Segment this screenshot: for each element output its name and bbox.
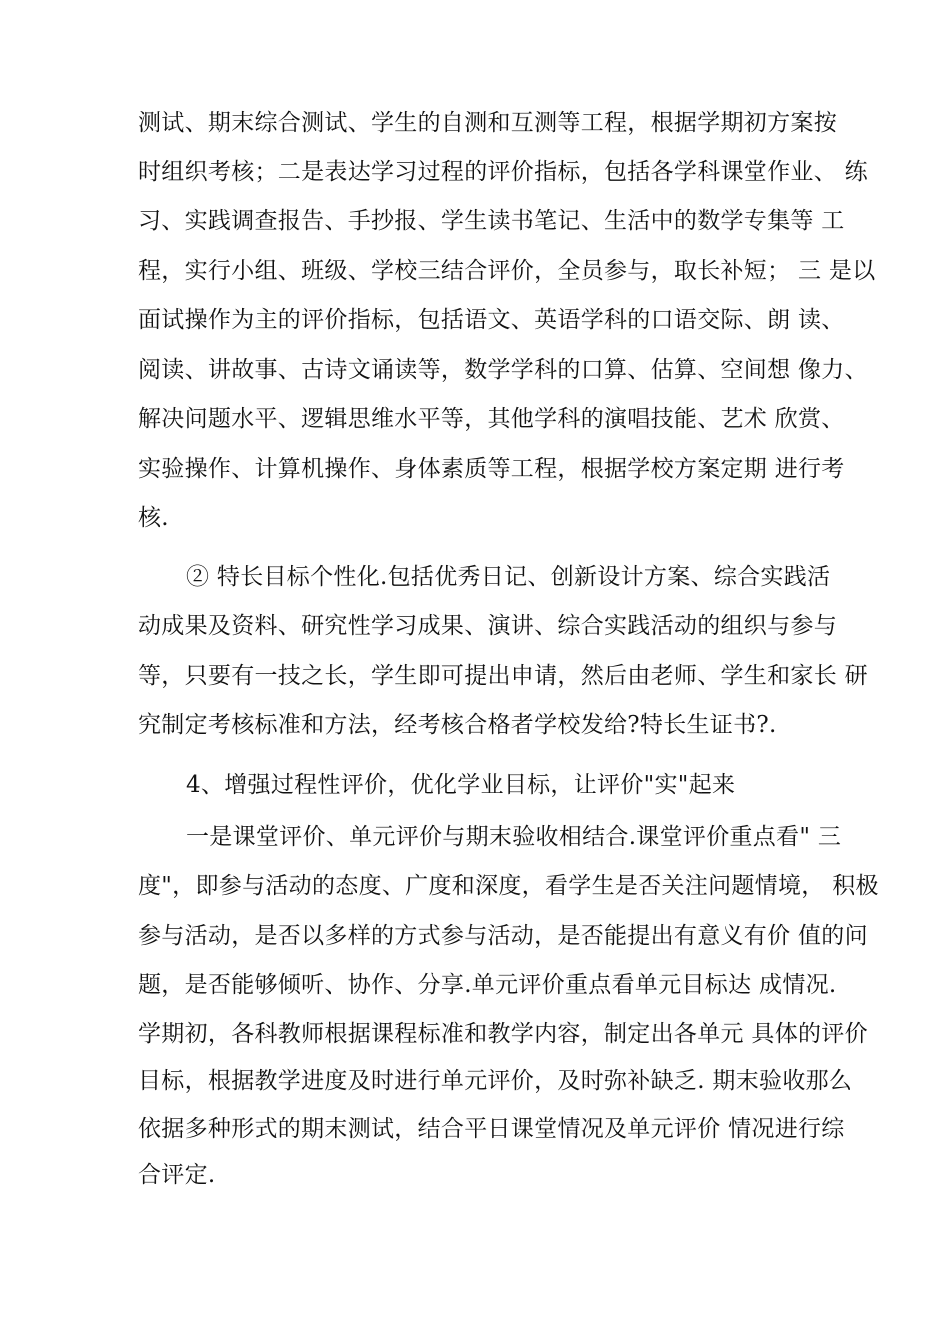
paragraph-start-line: 一是课堂评价、单元评价与期末验收相结合.课堂评价重点看" 三 (186, 824, 842, 850)
text-line: 面试操作为主的评价指标，包括语文、英语学科的口语交际、朗 读、 (138, 307, 845, 333)
text-line: 目标，根据教学进度及时进行单元评价，及时弥补缺乏. 期末验收那么 (138, 1068, 853, 1094)
text-line: 动成果及资料、研究性学习成果、演讲、综合实践活动的组织与参与 (138, 613, 837, 639)
text-line: 测试、期末综合测试、学生的自测和互测等工程，根据学期初方案按 (138, 110, 837, 136)
paragraph-start-line: ② 特长目标个性化.包括优秀日记、创新设计方案、综合实践活 (186, 564, 831, 590)
text-line: 合评定. (138, 1162, 216, 1188)
text-line: 实验操作、计算机操作、身体素质等工程，根据学校方案定期 进行考 (138, 456, 845, 482)
text-line: 究制定考核标准和方法，经考核合格者学校发给?特长生证书?. (138, 712, 777, 738)
section-heading: 4、增强过程性评价，优化学业目标，让评价"实"起来 (186, 772, 736, 798)
text-line: 解决问题水平、逻辑思维水平等，其他学科的演唱技能、艺术 欣赏、 (138, 406, 845, 432)
text-line: 核. (138, 505, 169, 531)
text-line: 依据多种形式的期末测试，结合平日课堂情况及单元评价 情况进行综 (138, 1116, 845, 1142)
text-line: 等，只要有一技之长，学生即可提出申请，然后由老师、学生和家长 研 (138, 663, 868, 689)
text-line: 学期初，各科教师根据课程标准和教学内容，制定出各单元 具体的评价 (138, 1021, 868, 1047)
text-line: 习、实践调查报告、手抄报、学生读书笔记、生活中的数学专集等 工 (138, 208, 845, 234)
text-line: 时组织考核；二是表达学习过程的评价指标，包括各学科课堂作业、 练 (138, 159, 868, 185)
text-line: 程，实行小组、班级、学校三结合评价，全员参与，取长补短； 三 是以 (138, 258, 876, 284)
text-line: 参与活动，是否以多样的方式参与活动，是否能提出有意义有价 值的问 (138, 923, 868, 949)
text-line: 度"，即参与活动的态度、广度和深度，看学生是否关注问题情境， 积极 (138, 873, 879, 899)
text-line: 题，是否能够倾听、协作、分享.单元评价重点看单元目标达 成情况. (138, 972, 837, 998)
text-line: 阅读、讲故事、古诗文诵读等，数学学科的口算、估算、空间想 像力、 (138, 357, 868, 383)
